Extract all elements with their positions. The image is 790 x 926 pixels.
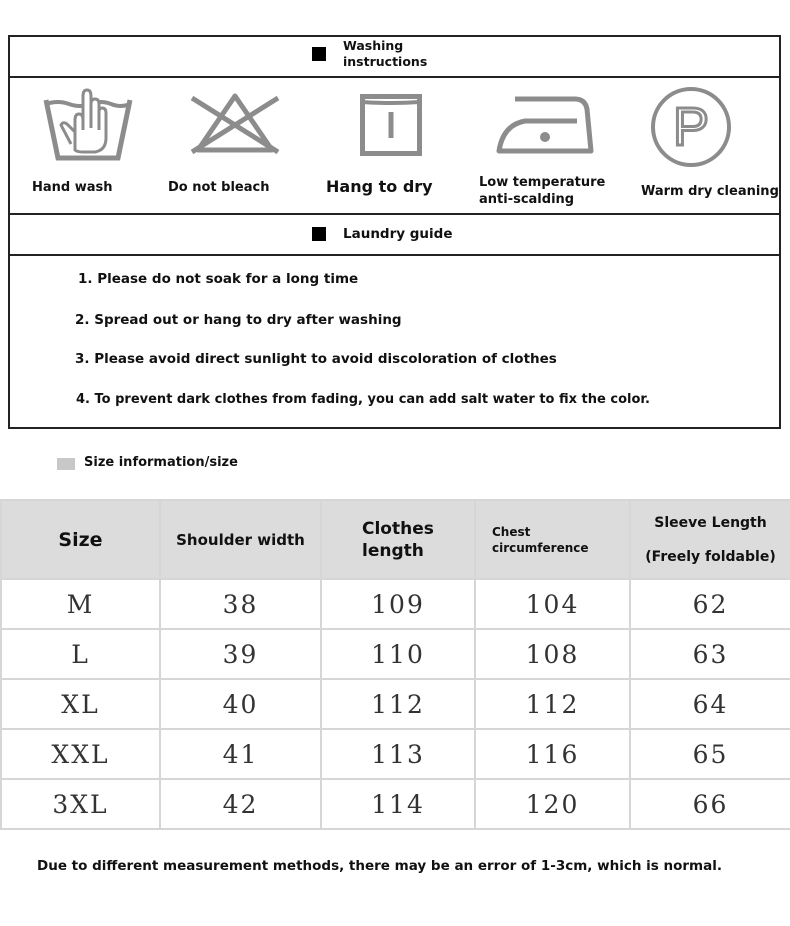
cell-size: 3XL [1, 779, 160, 829]
cell-shoulder: 41 [160, 729, 321, 779]
dry-clean-p-glyph: P [672, 97, 710, 157]
cell-shoulder: 40 [160, 679, 321, 729]
table-row [1, 629, 790, 679]
care-label-do-not-bleach: Do not bleach [168, 180, 270, 195]
care-label-hand-wash: Hand wash [32, 180, 113, 195]
low-temperature-iron-icon [495, 95, 595, 157]
guide-header-square-icon [312, 227, 326, 241]
size-title-square-icon [57, 458, 75, 470]
cell-shoulder: 39 [160, 629, 321, 679]
washing-header-title: Washing instructions [343, 38, 428, 69]
size-table [0, 499, 790, 830]
cell-shoulder: 42 [160, 779, 321, 829]
hand-wash-icon [43, 88, 133, 163]
cell-chest: 112 [475, 679, 630, 729]
cell-sleeve: 66 [630, 779, 790, 829]
cell-length: 113 [321, 729, 475, 779]
size-title: Size information/size [84, 455, 238, 470]
cell-size: L [1, 629, 160, 679]
cell-shoulder: 38 [160, 579, 321, 629]
column-header-clothes-length: Clothes length [321, 500, 475, 579]
cell-sleeve: 63 [630, 629, 790, 679]
cell-chest: 104 [475, 579, 630, 629]
column-header-chest-circumference: Chest circumference [475, 500, 630, 579]
cell-length: 110 [321, 629, 475, 679]
cell-sleeve: 64 [630, 679, 790, 729]
cell-length: 112 [321, 679, 475, 729]
dry-clean-p-icon [650, 86, 732, 168]
guide-header-title: Laundry guide [343, 226, 453, 242]
cell-chest: 108 [475, 629, 630, 679]
washing-header-square-icon [312, 47, 326, 61]
care-label-warm-dry-cleaning: Warm dry cleaning [641, 184, 779, 199]
cell-length: 109 [321, 579, 475, 629]
cell-chest: 120 [475, 779, 630, 829]
guide-item: 3. Please avoid direct sunlight to avoid discoloration of clothes [75, 351, 557, 367]
do-not-bleach-icon [188, 92, 282, 154]
size-table-header-row [1, 500, 790, 579]
cell-sleeve: 65 [630, 729, 790, 779]
table-row [1, 779, 790, 829]
cell-length: 114 [321, 779, 475, 829]
cell-size: XL [1, 679, 160, 729]
care-label-hang-to-dry: Hang to dry [326, 177, 433, 196]
table-row [1, 579, 790, 629]
cell-chest: 116 [475, 729, 630, 779]
guide-item: 2. Spread out or hang to dry after washing [75, 312, 402, 328]
care-label-low-temperature: Low temperature anti-scalding [479, 175, 606, 207]
table-row [1, 729, 790, 779]
table-row [1, 679, 790, 729]
column-header-size: Size [1, 500, 160, 579]
cell-size: XXL [1, 729, 160, 779]
column-header-sleeve-length: Sleeve Length (Freely foldable) [630, 500, 790, 579]
cell-size: M [1, 579, 160, 629]
measurement-note: Due to different measurement methods, there may be an error of 1-3cm, which is normal. [37, 858, 722, 874]
guide-item: 1. Please do not soak for a long time [78, 271, 359, 287]
cell-sleeve: 62 [630, 579, 790, 629]
column-header-shoulder-width: Shoulder width [160, 500, 321, 579]
hang-to-dry-icon [360, 94, 422, 156]
guide-item: 4. To prevent dark clothes from fading, you can add salt water to fix the color. [76, 392, 650, 407]
